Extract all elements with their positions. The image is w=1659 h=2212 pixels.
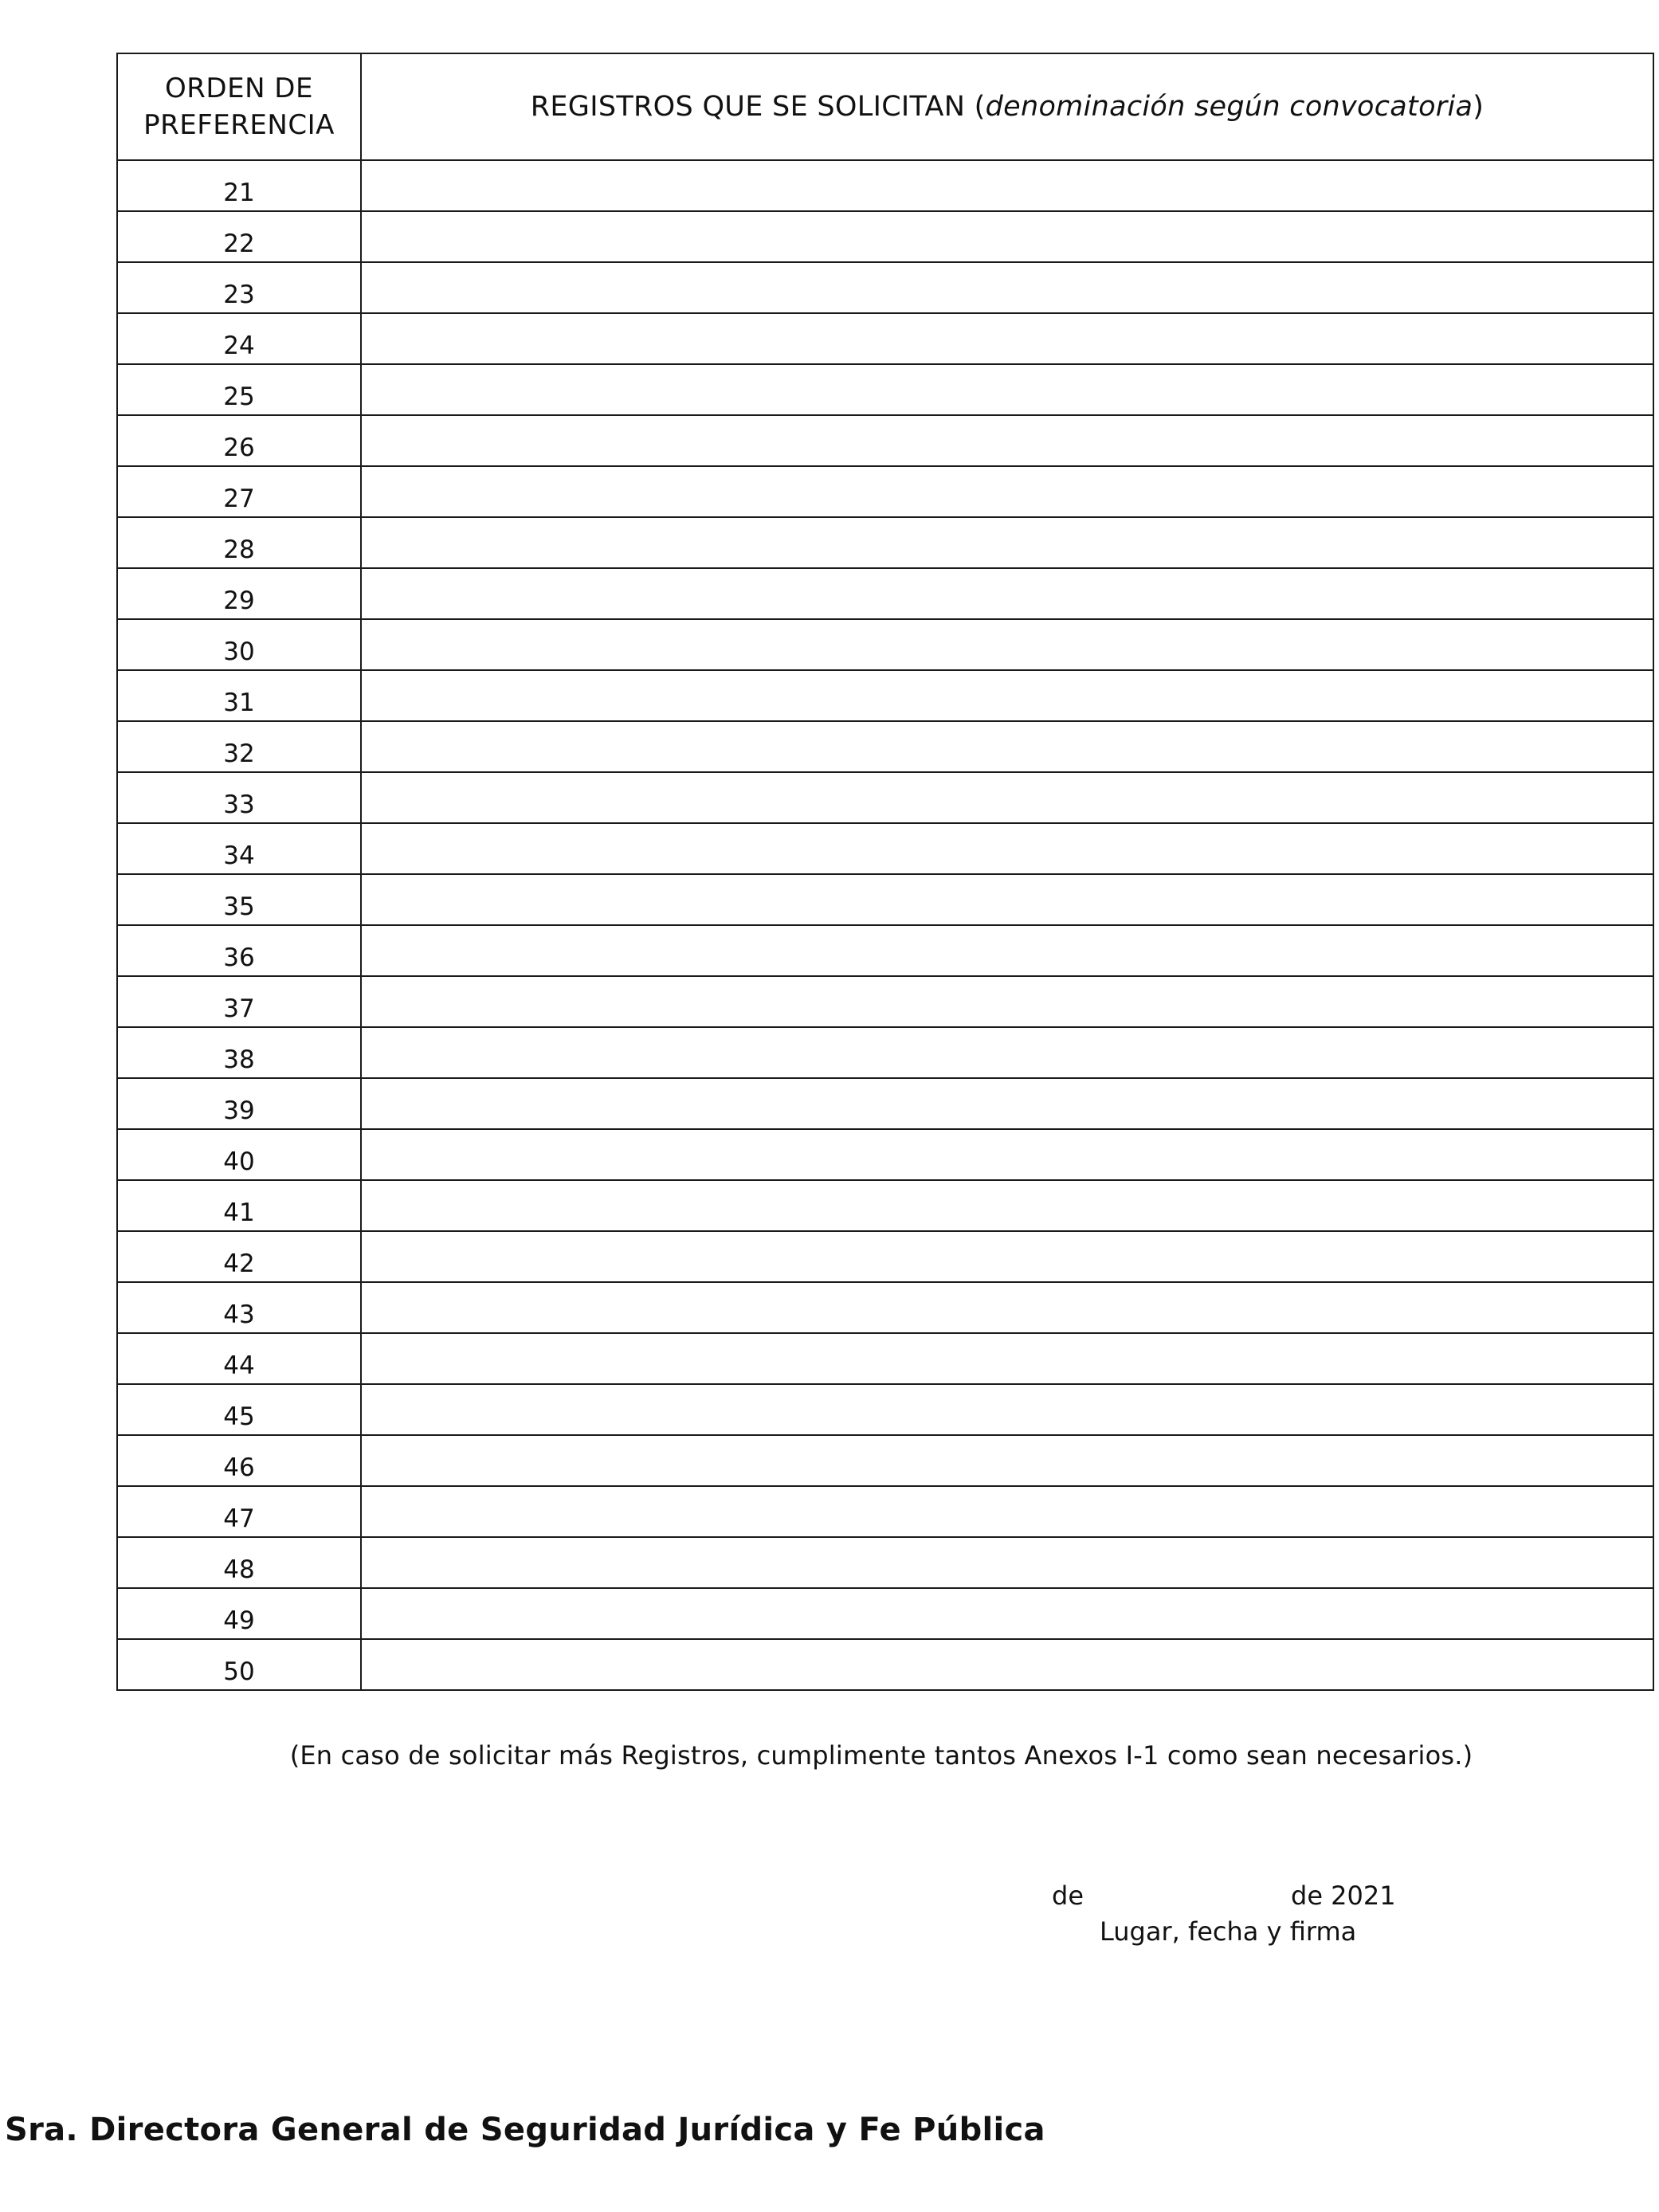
register-field[interactable]	[361, 1078, 1653, 1129]
order-number: 23	[117, 262, 361, 313]
order-header-line1: ORDEN DE	[165, 73, 313, 104]
order-number: 37	[117, 976, 361, 1027]
register-field[interactable]	[361, 1435, 1653, 1486]
addressee: Sra. Directora General de Seguridad Jurídica y Fe Pública	[5, 2112, 1045, 2148]
table-row	[117, 874, 1653, 925]
order-number: 26	[117, 415, 361, 466]
register-field[interactable]	[361, 772, 1653, 823]
table-row	[117, 1231, 1653, 1282]
register-field[interactable]	[361, 1384, 1653, 1435]
register-field[interactable]	[361, 925, 1653, 976]
register-field[interactable]	[361, 1027, 1653, 1078]
table-row	[117, 313, 1653, 364]
table-row	[117, 1333, 1653, 1384]
footnote: (En caso de solicitar más Registros, cumplimente tantos Anexos I-1 como sean necesarios.)	[289, 1740, 1473, 1771]
register-field[interactable]	[361, 670, 1653, 721]
register-field[interactable]	[361, 364, 1653, 415]
register-field[interactable]	[361, 823, 1653, 874]
table-body	[117, 160, 1653, 1690]
order-number: 28	[117, 517, 361, 568]
table-header-row	[117, 53, 1653, 160]
register-field[interactable]	[361, 1180, 1653, 1231]
order-number: 47	[117, 1486, 361, 1537]
order-number: 44	[117, 1333, 361, 1384]
registers-header-text: REGISTROS QUE SE SOLICITAN	[530, 91, 966, 123]
order-number: 36	[117, 925, 361, 976]
register-field[interactable]	[361, 262, 1653, 313]
order-number: 40	[117, 1129, 361, 1180]
register-field[interactable]	[361, 415, 1653, 466]
registers-header-italic: denominación según convocatoria	[985, 91, 1473, 123]
table-row	[117, 1180, 1653, 1231]
table-row	[117, 925, 1653, 976]
order-number: 25	[117, 364, 361, 415]
register-field[interactable]	[361, 211, 1653, 262]
table-row	[117, 1129, 1653, 1180]
date-de-year: de 2021	[1291, 1881, 1396, 1911]
table-row	[117, 976, 1653, 1027]
table-row	[117, 619, 1653, 670]
order-number: 46	[117, 1435, 361, 1486]
order-number: 39	[117, 1078, 361, 1129]
order-number: 29	[117, 568, 361, 619]
register-field[interactable]	[361, 976, 1653, 1027]
order-number: 35	[117, 874, 361, 925]
order-number: 22	[117, 211, 361, 262]
register-field[interactable]	[361, 874, 1653, 925]
table-row	[117, 1078, 1653, 1129]
table-row	[117, 1282, 1653, 1333]
registers-header: REGISTROS QUE SE SOLICITAN (denominación según convocatoria)	[361, 53, 1653, 160]
order-number: 21	[117, 160, 361, 211]
register-field[interactable]	[361, 1282, 1653, 1333]
table-row	[117, 721, 1653, 772]
table-row	[117, 211, 1653, 262]
register-field[interactable]	[361, 517, 1653, 568]
table-row	[117, 568, 1653, 619]
signature-label: Lugar, fecha y firma	[1100, 1916, 1357, 1947]
register-field[interactable]	[361, 466, 1653, 517]
register-field[interactable]	[361, 619, 1653, 670]
table-row	[117, 1588, 1653, 1639]
order-header	[117, 53, 361, 160]
order-number: 31	[117, 670, 361, 721]
order-number: 42	[117, 1231, 361, 1282]
order-number: 27	[117, 466, 361, 517]
table-row	[117, 364, 1653, 415]
table-row	[117, 160, 1653, 211]
register-field[interactable]	[361, 1231, 1653, 1282]
order-number: 38	[117, 1027, 361, 1078]
table-row	[117, 1384, 1653, 1435]
table-row	[117, 517, 1653, 568]
table-row	[117, 823, 1653, 874]
order-number: 24	[117, 313, 361, 364]
register-field[interactable]	[361, 160, 1653, 211]
register-field[interactable]	[361, 1129, 1653, 1180]
register-field[interactable]	[361, 1537, 1653, 1588]
register-field[interactable]	[361, 721, 1653, 772]
register-field[interactable]	[361, 568, 1653, 619]
registers-table	[116, 53, 1654, 1691]
register-field[interactable]	[361, 313, 1653, 364]
order-number: 50	[117, 1639, 361, 1690]
date-de-1: de	[1052, 1881, 1084, 1911]
order-number: 49	[117, 1588, 361, 1639]
order-number: 34	[117, 823, 361, 874]
table-row	[117, 772, 1653, 823]
order-number: 45	[117, 1384, 361, 1435]
table-row	[117, 415, 1653, 466]
register-field[interactable]	[361, 1588, 1653, 1639]
register-field[interactable]	[361, 1333, 1653, 1384]
order-header-line2: PREFERENCIA	[143, 109, 335, 141]
table-row	[117, 670, 1653, 721]
order-number: 48	[117, 1537, 361, 1588]
table-row	[117, 1639, 1653, 1690]
order-number: 43	[117, 1282, 361, 1333]
table-row	[117, 1027, 1653, 1078]
order-number: 33	[117, 772, 361, 823]
table-row	[117, 262, 1653, 313]
table-row	[117, 1435, 1653, 1486]
order-number: 41	[117, 1180, 361, 1231]
table-row	[117, 1537, 1653, 1588]
register-field[interactable]	[361, 1486, 1653, 1537]
order-number: 30	[117, 619, 361, 670]
order-number: 32	[117, 721, 361, 772]
table-row	[117, 466, 1653, 517]
register-field[interactable]	[361, 1639, 1653, 1690]
table-row	[117, 1486, 1653, 1537]
